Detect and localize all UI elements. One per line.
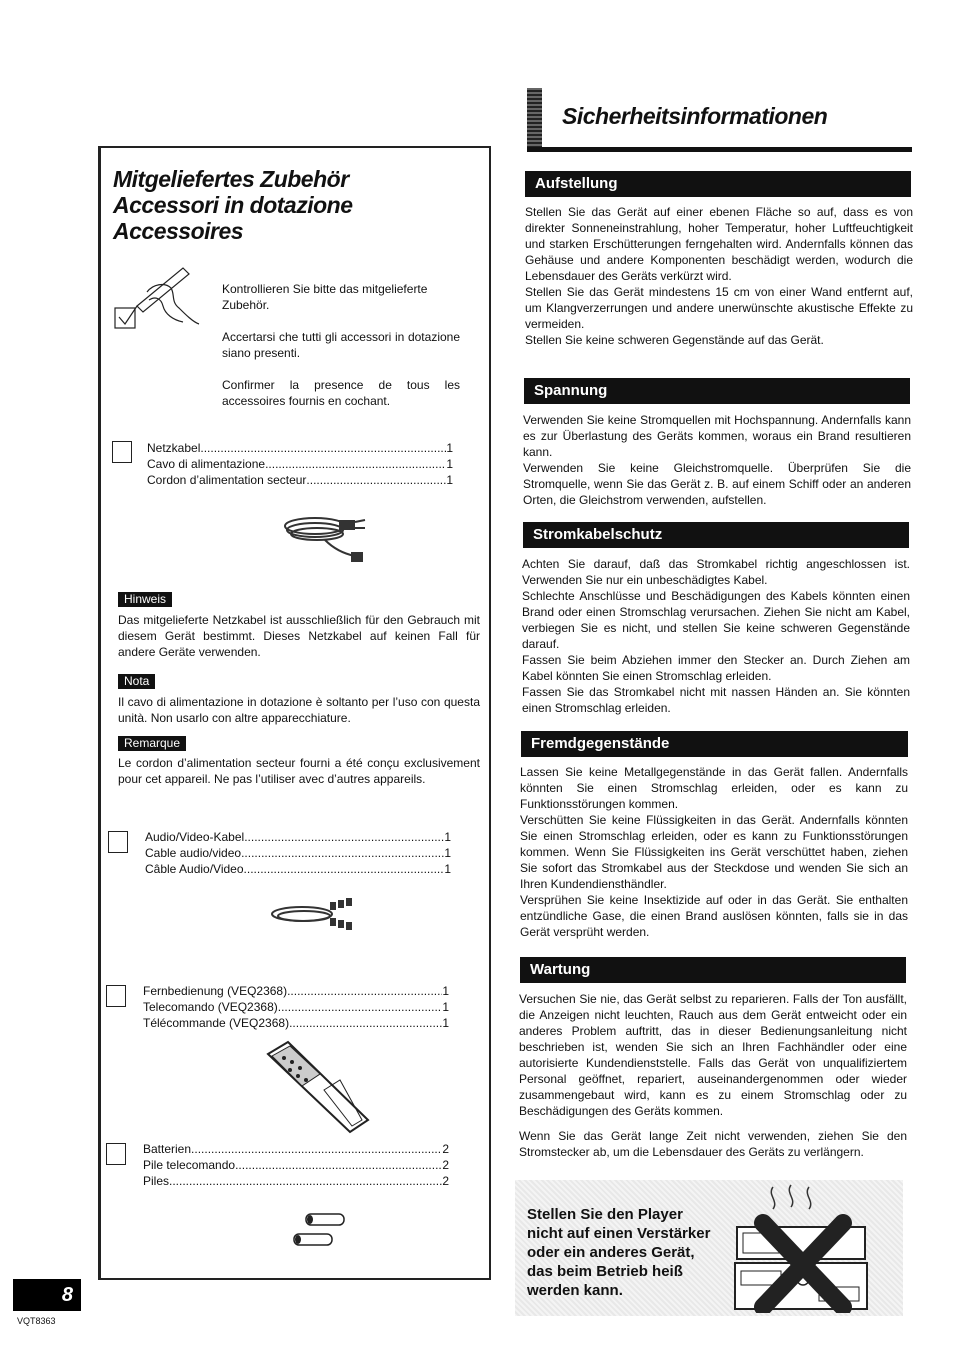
list-item: Batterien ..... 2 <box>143 1141 449 1157</box>
intro-de: Kontrollieren Sie bitte das mitgelieferte Zubehör. <box>222 282 428 312</box>
list-item: Cable audio/video ..... 1 <box>145 845 451 861</box>
list-item: Telecomando (VEQ2368) ..... 1 <box>143 999 449 1015</box>
accessories-title <box>113 166 353 244</box>
note-text-de: Das mitgelieferte Netzkabel ist ausschließlich für den Gebrauch mit diesem Gerät bestimmt. Dieses Netzkabel auf keinen Fall für andere Geräte verwenden. <box>118 613 480 659</box>
no-stacking-icon <box>733 1183 873 1313</box>
list-item: Télécommande (VEQ2368) ..... 1 <box>143 1015 449 1031</box>
safety-title: Sicherheitsinformationen <box>562 103 828 129</box>
title-de: Mitgeliefertes Zubehör <box>113 166 349 192</box>
list-item: Cavo di alimentazione ..... 1 <box>147 456 453 472</box>
list-item: Piles ..... 2 <box>143 1173 449 1189</box>
note-label-de: Hinweis <box>118 592 172 607</box>
section-heading-stromkabelschutz: Stromkabelschutz <box>523 522 909 548</box>
section-heading-spannung: Spannung <box>524 378 910 404</box>
accessory-batteries <box>143 1141 449 1189</box>
title-it: Accessori in dotazione <box>113 192 353 218</box>
page-number: 8 <box>61 1284 73 1306</box>
section-body-fremdgegenstaende: Lassen Sie keine Metallgegenstände in das Gerät fallen. Andernfalls könnten Sie einen Stromschlag erleiden, oder es kann zu Funktionsstörungen kommen. Verschütten Sie keine Flüssigkeiten in das Gerät. Andernfalls könnten Sie einen Stromschlag erleiden, oder es kann zu Funktionsstörungen kommen. Wenn Sie Flüssigkeiten ins Gerät verschüttet haben, ziehen Sie sofort das Stromkabel aus der Steckdose und wenden Sie sich an Ihren Kundendiensthändler. Versprühen Sie keine Insektizide auf oder in das Gerät. Sie enthalten entzündliche Gase, die einen Brand auslösen könnten, falls sie in das Gerät versprüht werden. <box>520 765 908 939</box>
document-code: VQT8363 <box>17 1316 56 1326</box>
note-text-fr: Le cordon d’alimentation secteur fourni a été conçu exclusivement pour cet appareil. Ne pas l’utiliser avec d’autres appareils. <box>118 756 480 786</box>
warning-text: Stellen Sie den Player nicht auf einen Verstärker oder ein anderes Gerät, das beim Betrieb heiß werden kann. <box>527 1206 711 1299</box>
list-item: Netzkabel ..... 1 <box>147 440 453 456</box>
remote-control-image <box>262 1040 372 1134</box>
section-heading-wartung: Wartung <box>520 957 906 983</box>
intro-it: Accertarsi che tutti gli accessori in dotazione siano presenti. <box>222 330 460 360</box>
note-text-it: Il cavo di alimentazione in dotazione è soltanto per l’uso con questa unità. Non usarlo con altre apparecchiature. <box>118 695 480 725</box>
checkbox-batteries[interactable] <box>106 1143 126 1165</box>
notes <box>118 590 480 787</box>
section-heading-fremdgegenstaende: Fremdgegenstände <box>521 731 908 757</box>
av-cable-image <box>268 896 360 934</box>
batteries-image <box>290 1210 350 1250</box>
section-body-spannung: Verwenden Sie keine Stromquellen mit Hochspannung. Andernfalls kann es zur Überlastung des Geräts kommen, woraus ein Brand resultieren kann. Verwenden Sie keine Gleichstromquelle. Überprüfen Sie die Stromquelle, wenn Sie das Gerät z. B. auf einem Schiff oder an anderen Orten, die Gleichstrom verwenden, aufstellen. <box>523 413 911 507</box>
intro-fr: Confirmer la presence de tous les accessoires fournis en cochant. <box>222 378 460 408</box>
page-number-box <box>13 1279 81 1311</box>
checkbox-power-cord[interactable] <box>112 441 132 463</box>
list-item: Fernbedienung (VEQ2368) ..... 1 <box>143 983 449 999</box>
list-item: Cordon d’alimentation secteur ..... 1 <box>147 472 453 488</box>
accessory-av-cable <box>145 829 451 877</box>
checkbox-remote[interactable] <box>106 985 126 1007</box>
note-label-it: Nota <box>118 674 155 689</box>
check-pen-icon <box>113 262 205 334</box>
checkbox-av-cable[interactable] <box>108 831 128 853</box>
title-marker <box>527 88 542 152</box>
section-body-wartung: Versuchen Sie nie, das Gerät selbst zu reparieren. Falls der Ton ausfällt, die Anzeigen nicht leuchten, Rauch aus dem Gerät entweicht oder ein anderes Problem auftritt, das in dieser Bedienungsanleitung nicht beschrieben ist, wenden Sie sich an Ihren Fachhändler oder eine autorisierte Kundendienststelle. Falls das Gerät von unqualifiziertem Personal geöffnet, repariert, auseinandergenommen oder wieder zusammengebaut wird, kann es zu einem Stromschlag oder zu Beschädigungen des Geräts kommen. Wenn Sie das Gerät lange Zeit nicht verwenden, ziehen Sie den Stromstecker ab, um die Lebensdauer des Geräts zu verlängern. <box>519 992 907 1159</box>
power-cord-image <box>275 506 370 568</box>
list-item: Câble Audio/Video ..... 1 <box>145 861 451 877</box>
note-label-fr: Remarque <box>118 736 186 751</box>
accessory-remote <box>143 983 449 1031</box>
section-body-aufstellung: Stellen Sie das Gerät auf einer ebenen Fläche so auf, dass es von direkter Sonneneinstrahlung, hoher Temperatur, hoher Luftfeuchtigkeit und starken Erschütterungen ferngehalten wird. Andernfalls können das Gehäuse und andere Komponenten beschädigt werden, wodurch die Lebensdauer des Geräts verkürzt wird. Stellen Sie das Gerät mindestens 15 cm von einer Wand entfernt auf, um Klangverzerrungen und andere unerwünschte akustische Effekte zu vermeiden. Stellen Sie keine schweren Gegenstände auf das Gerät. <box>525 205 913 347</box>
title-rule <box>527 147 912 152</box>
intro-text <box>222 281 460 409</box>
title-fr: Accessoires <box>113 218 244 244</box>
section-heading-aufstellung: Aufstellung <box>525 171 911 197</box>
accessory-power-cord <box>147 440 453 488</box>
list-item: Pile telecomando ..... 2 <box>143 1157 449 1173</box>
list-item: Audio/Video-Kabel ..... 1 <box>145 829 451 845</box>
section-body-stromkabelschutz: Achten Sie darauf, daß das Stromkabel richtig angeschlossen ist. Verwenden Sie nur ein unbeschädigtes Kabel. Schlechte Anschlüsse und Beschädigungen des Kabels könnten einen Brand oder einen Stromschlag verursachen. Ziehen Sie nicht am Kabel, verbiegen Sie es nicht, und stellen Sie keine schweren Gegenstände darauf. Fassen Sie beim Abziehen immer den Stecker an. Durch Ziehen am Kabel könnten Sie einen Stromschlag erleiden. Fassen Sie das Stromkabel nicht mit nassen Händen an. Sie könnten einen Stromschlag erleiden. <box>522 557 910 715</box>
